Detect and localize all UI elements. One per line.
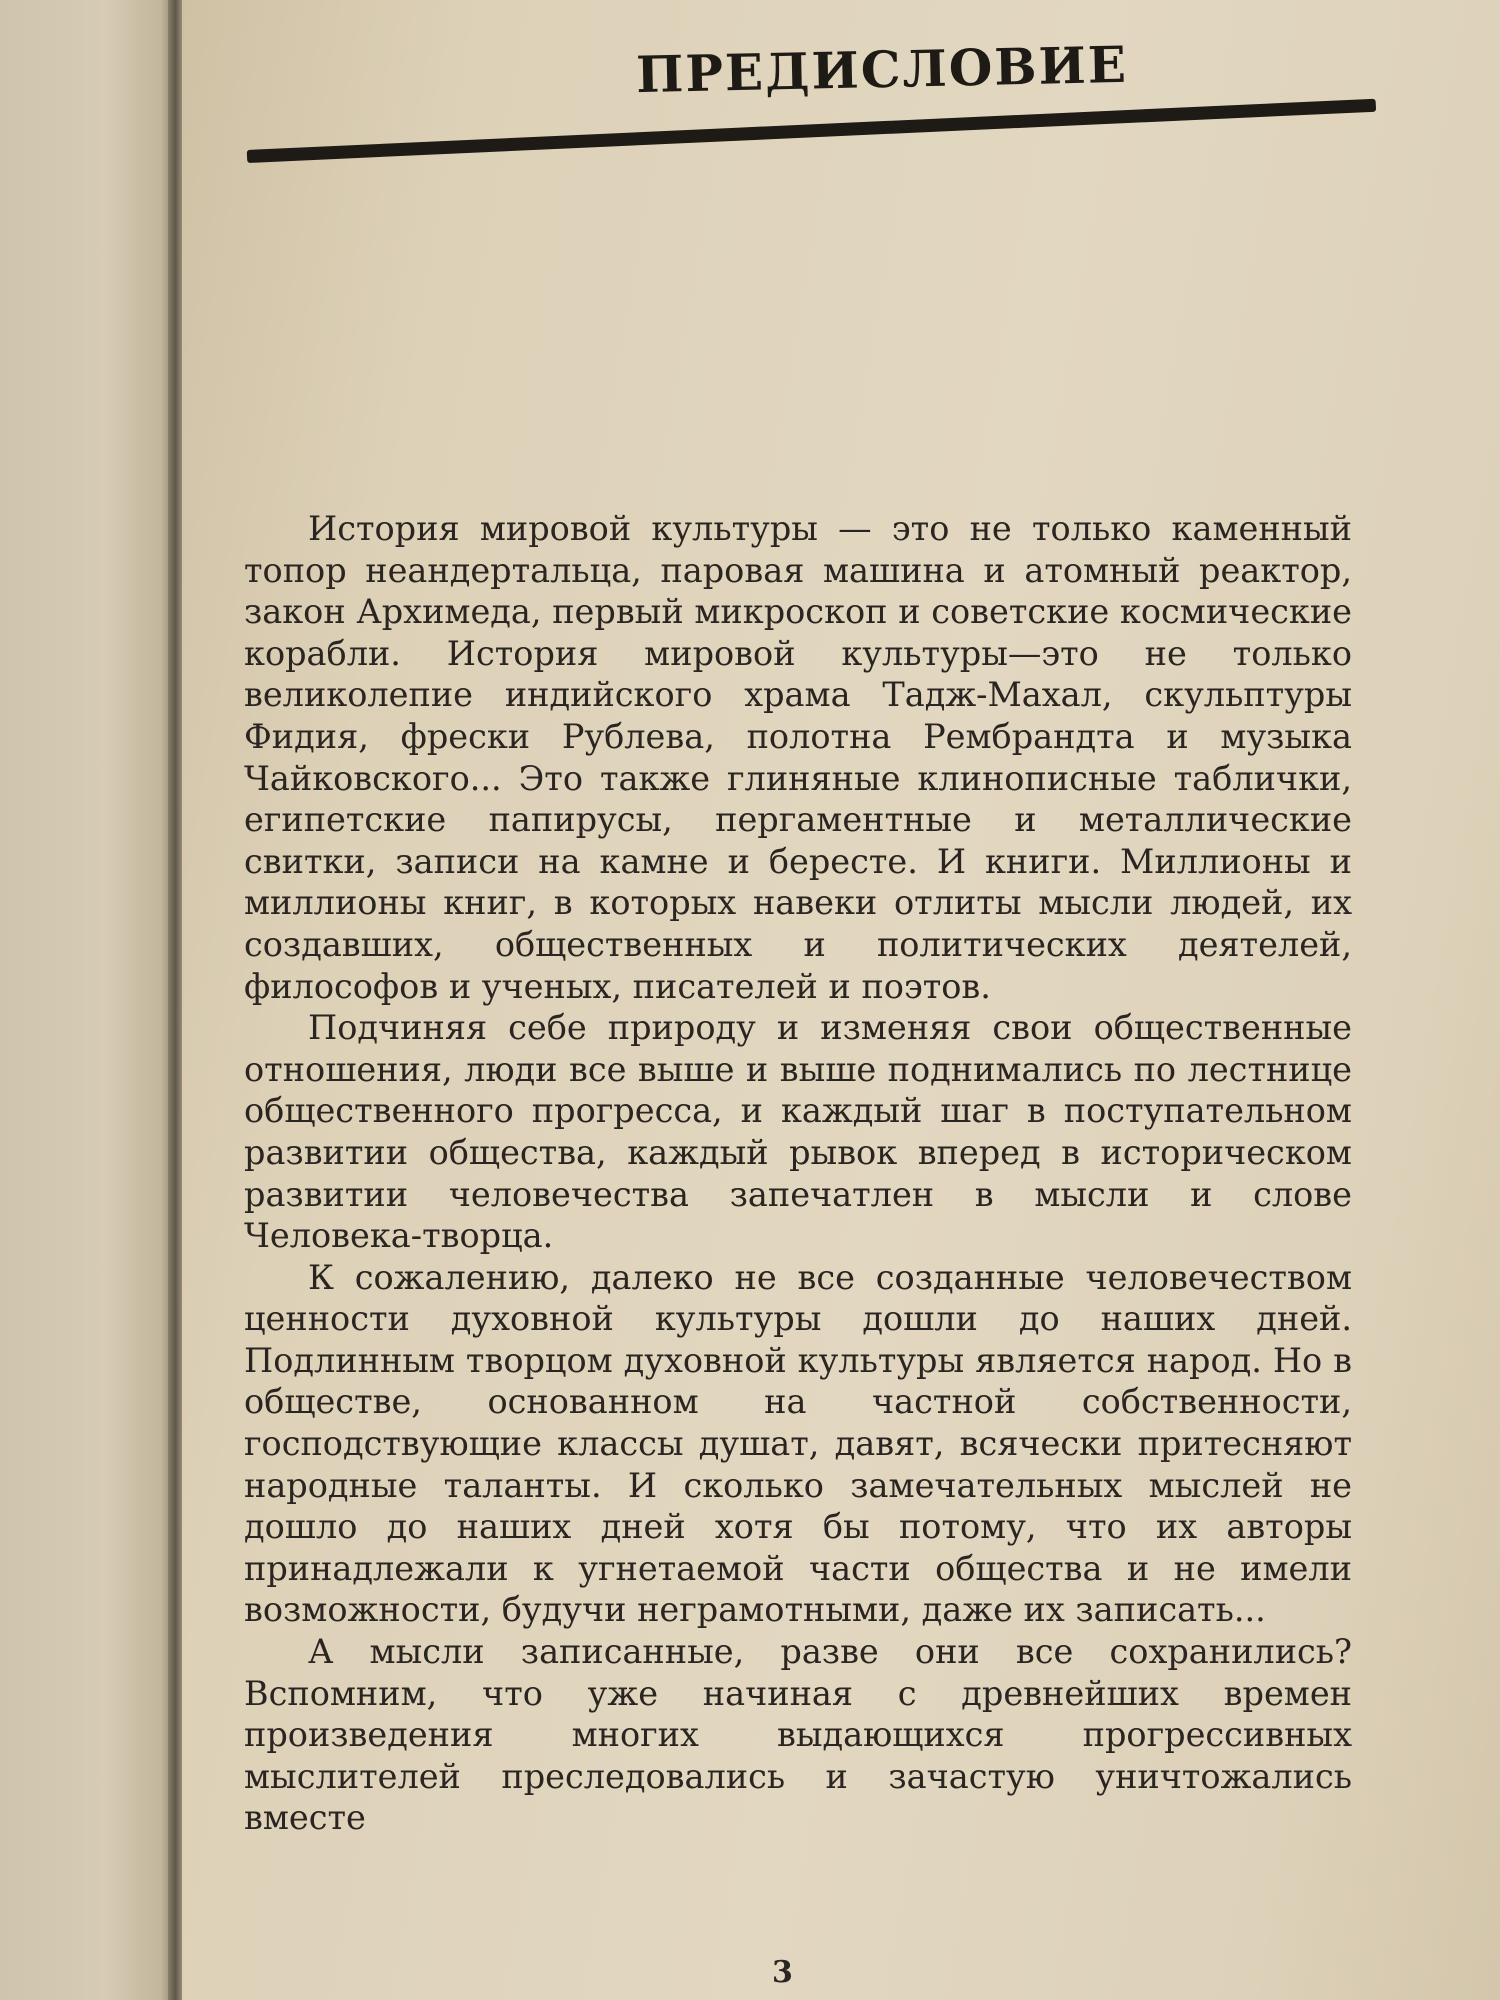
page-heading: ПРЕДИСЛОВИЕ — [635, 34, 1129, 105]
previous-page-edge — [0, 0, 175, 2000]
body-text — [244, 508, 1352, 1839]
paragraph: А мысли записанные, разве они все сохранились? Вспомним, что уже начиная с древнейших времен произведения многих выдающихся прогрессивных мыслителей преследовались и зачастую уничтожались вместе — [244, 1632, 1352, 1838]
paragraph: История мировой культуры — это не только каменный топор неандертальца, паровая машина и атомный реактор, закон Архимеда, первый микроскоп и советские космические корабли. История мировой культуры—это не только великолепие индийского храма Тадж-Махал, скульптуры Фидия, фрески Рублева, полотна Рембрандта и музыка Чайковского... Это также глиняные клинописные таблички, египетские папирусы, пергаментные и металлические свитки, записи на камне и бересте. И книги. Миллионы и миллионы книг, в которых навеки отлиты мысли людей, их создавших, общественных и политических деятелей, философов и ученых, писателей и поэтов. — [244, 509, 1352, 1006]
paragraph: К сожалению, далеко не все созданные человечеством ценности духовной культуры дошли до наших дней. Подлинным творцом духовной культуры является народ. Но в обществе, основанном на частной собственности, господствующие классы душат, давят, всячески притесняют народные таланты. И сколько замечательных мыслей не дошло до наших дней хотя бы потому, что их авторы принадлежали к угнетаемой части общества и не имели возможности, будучи неграмотными, даже их записать... — [244, 1257, 1352, 1630]
heading-rule — [247, 99, 1376, 163]
paragraph: Подчиняя себе природу и изменяя свои общественные отношения, люди все выше и выше поднимались по лестнице общественного прогресса, и каждый шаг в поступательном развитии общества, каждый рывок вперед в историческом развитии человечества запечатлен в мысли и слове Человека-творца. — [244, 1008, 1352, 1256]
book-page — [182, 0, 1500, 2000]
page-number: 3 — [772, 1955, 793, 1990]
